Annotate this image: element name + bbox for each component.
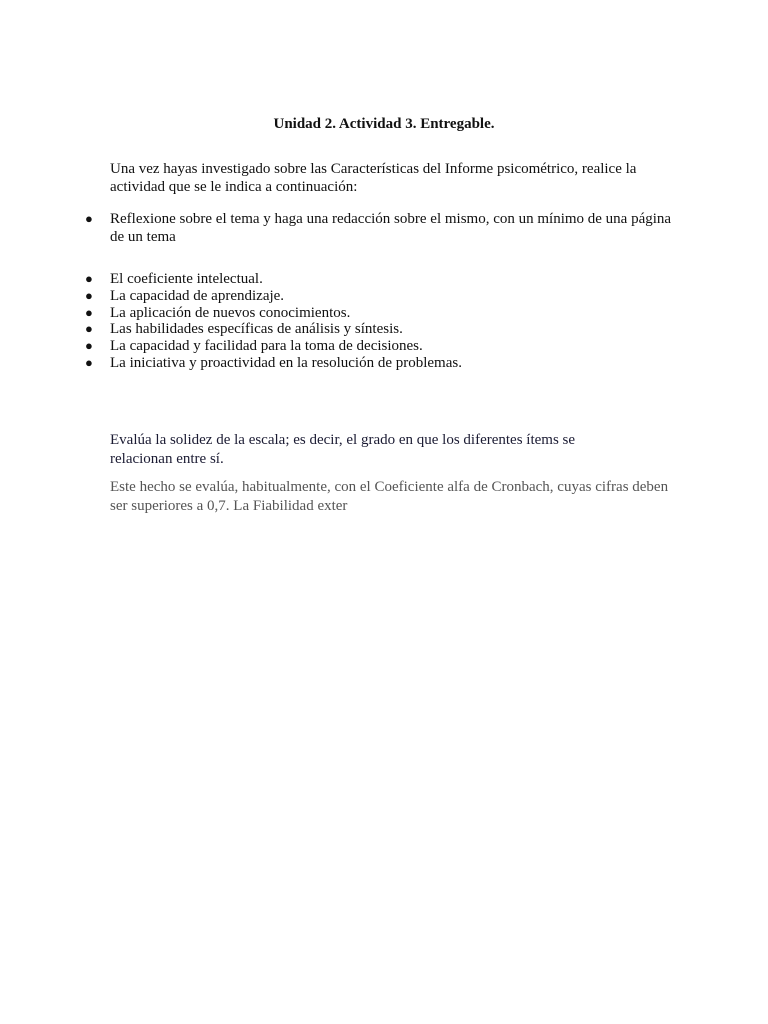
- list-item-text: El coeficiente intelectual.: [110, 271, 263, 287]
- bullet-icon: ●: [85, 321, 93, 337]
- bullet-icon: ●: [85, 304, 93, 320]
- list-item-text: Las habilidades específicas de análisis y síntesis.: [110, 321, 403, 338]
- list-item: [82, 321, 682, 338]
- bullet-icon: ●: [85, 211, 93, 226]
- list-item: [82, 355, 682, 372]
- list-item: [82, 338, 682, 355]
- list-item: [82, 271, 682, 288]
- bullet-icon: ●: [85, 287, 93, 303]
- evaluation-paragraph: Evalúa la solidez de la escala; es decir, el grado en que los diferentes ítems se relacionan entre sí.: [110, 432, 576, 467]
- list-item: [82, 210, 682, 246]
- bullet-icon: ●: [85, 271, 93, 286]
- topic-list: [82, 271, 682, 372]
- list-item-text: La capacidad de aprendizaje.: [110, 287, 285, 304]
- bullet-icon: ●: [85, 338, 93, 354]
- list-item-text: La iniciativa y proactividad en la resolución de problemas.: [110, 354, 462, 371]
- list-item: [82, 288, 682, 305]
- task-list: [82, 210, 682, 246]
- intro-paragraph: Una vez hayas investigado sobre las Características del Informe psicométrico, realice la actividad que se le indica a continuación:: [110, 161, 637, 195]
- bullet-icon: ●: [85, 354, 93, 370]
- list-item-text: Reflexione sobre el tema y haga una redacción sobre el mismo, con un mínimo de una página de un tema: [110, 211, 672, 245]
- list-item: [82, 305, 682, 322]
- list-item-text: La capacidad y facilidad para la toma de decisiones.: [110, 338, 423, 355]
- document-title: Unidad 2. Actividad 3. Entregable.: [273, 116, 495, 132]
- cronbach-paragraph: Este hecho se evalúa, habitualmente, con el Coeficiente alfa de Cronbach, cuyas cifras deben ser superiores a 0,7. La Fiabilidad exter: [110, 479, 669, 514]
- list-item-text: La aplicación de nuevos conocimientos.: [110, 304, 351, 321]
